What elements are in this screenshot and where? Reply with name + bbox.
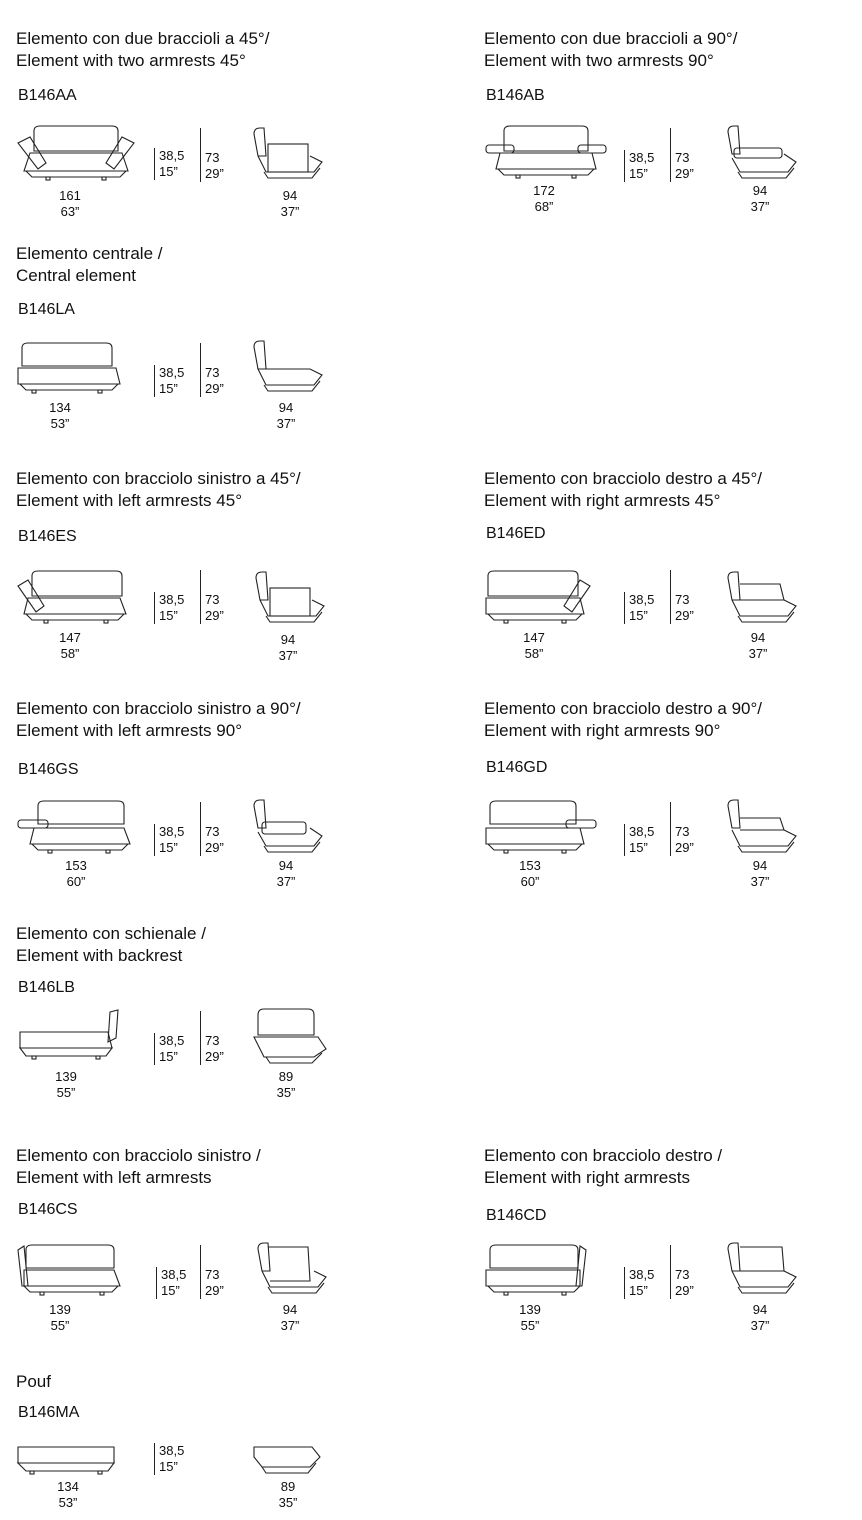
width-dimension: 139 55”: [55, 1069, 77, 1100]
element-title: Elemento con schienale / Element with backrest: [16, 924, 206, 965]
element-title: Elemento con bracciolo sinistro a 90°/ Element with left armrests 90°: [16, 699, 301, 740]
depth-dimension: 94 37”: [748, 630, 768, 661]
element-title: Elemento con due braccioli a 90°/ Element with two armrests 90°: [484, 29, 738, 70]
side-view-drawing: [252, 1007, 332, 1067]
width-dimension: 147 58”: [523, 630, 545, 661]
front-view-drawing: [16, 798, 146, 858]
product-code: B146LA: [18, 301, 75, 318]
width-dimension: 153 60”: [519, 858, 541, 889]
element-title: Elemento con bracciolo destro a 90°/ Element with right armrests 90°: [484, 699, 763, 740]
front-view-drawing: [484, 123, 614, 183]
width-dimension: 161 63”: [59, 188, 81, 219]
overall-height: 73 29”: [200, 343, 224, 397]
element-card: [484, 28, 862, 228]
element-title: Elemento con bracciolo sinistro / Element with left armrests: [16, 1146, 261, 1187]
overall-height: 73 29”: [670, 570, 694, 624]
front-view-drawing: [16, 1008, 146, 1068]
overall-height: 73 29”: [200, 1011, 224, 1065]
seat-height: 38,5 15”: [154, 592, 184, 624]
width-dimension: 139 55”: [49, 1302, 71, 1333]
element-card: [16, 243, 416, 443]
overall-height: 73 29”: [200, 128, 224, 182]
width-dimension: 139 55”: [519, 1302, 541, 1333]
seat-height: 38,5 15”: [154, 148, 184, 180]
seat-height: 38,5 15”: [624, 592, 654, 624]
overall-height: 73 29”: [670, 802, 694, 856]
depth-dimension: 94 37”: [276, 400, 296, 431]
product-code: B146GD: [486, 759, 548, 776]
seat-height: 38,5 15”: [154, 1033, 184, 1065]
front-view-drawing: [484, 568, 614, 628]
element-title: Pouf: [16, 1372, 51, 1391]
product-code: B146LB: [18, 979, 75, 996]
element-card: [484, 698, 862, 898]
element-card: [16, 923, 416, 1123]
product-code: B146GS: [18, 761, 79, 778]
element-card: [484, 468, 862, 668]
seat-height: 38,5 15”: [156, 1267, 186, 1299]
width-dimension: 134 53”: [49, 400, 71, 431]
depth-dimension: 94 37”: [750, 183, 770, 214]
element-title: Elemento con bracciolo destro / Element with right armrests: [484, 1146, 723, 1187]
depth-dimension: 94 37”: [280, 1302, 300, 1333]
product-code: B146AA: [18, 87, 77, 104]
overall-height: 73 29”: [200, 570, 224, 624]
side-view-drawing: [724, 124, 804, 184]
product-code: B146AB: [486, 87, 545, 104]
element-card: [16, 698, 416, 898]
depth-dimension: 94 37”: [750, 1302, 770, 1333]
seat-height: 38,5 15”: [154, 1443, 184, 1475]
element-title: Elemento con due braccioli a 45°/ Element with two armrests 45°: [16, 29, 270, 70]
side-view-drawing: [250, 339, 330, 399]
seat-height: 38,5 15”: [624, 824, 654, 856]
width-dimension: 134 53”: [57, 1479, 79, 1510]
side-view-drawing: [252, 570, 332, 630]
seat-height: 38,5 15”: [624, 150, 654, 182]
depth-dimension: 89 35”: [276, 1069, 296, 1100]
side-view-drawing: [252, 1443, 332, 1483]
front-view-drawing: [16, 123, 146, 183]
depth-dimension: 94 37”: [750, 858, 770, 889]
product-code: B146ES: [18, 528, 77, 545]
seat-height: 38,5 15”: [154, 824, 184, 856]
side-view-drawing: [254, 1241, 334, 1301]
product-code: B146CS: [18, 1201, 78, 1218]
overall-height: 73 29”: [200, 802, 224, 856]
width-dimension: 147 58”: [59, 630, 81, 661]
seat-height: 38,5 15”: [624, 1267, 654, 1299]
side-view-drawing: [724, 798, 804, 858]
product-code: B146MA: [18, 1404, 80, 1421]
element-title: Elemento con bracciolo destro a 45°/ Element with right armrests 45°: [484, 469, 763, 510]
overall-height: 73 29”: [200, 1245, 224, 1299]
front-view-drawing: [484, 1242, 614, 1302]
front-view-drawing: [16, 340, 146, 400]
element-card: [16, 468, 416, 668]
side-view-drawing: [724, 570, 804, 630]
side-view-drawing: [250, 798, 330, 858]
product-code: B146CD: [486, 1207, 547, 1224]
element-card: [16, 1371, 416, 1516]
front-view-drawing: [16, 1443, 146, 1483]
element-title: Elemento centrale / Central element: [16, 244, 163, 285]
width-dimension: 172 68”: [533, 183, 555, 214]
width-dimension: 153 60”: [65, 858, 87, 889]
element-card: [16, 1145, 416, 1345]
overall-height: 73 29”: [670, 128, 694, 182]
product-code: B146ED: [486, 525, 546, 542]
front-view-drawing: [16, 568, 146, 628]
depth-dimension: 89 35”: [278, 1479, 298, 1510]
seat-height: 38,5 15”: [154, 365, 184, 397]
side-view-drawing: [250, 126, 330, 186]
front-view-drawing: [16, 1242, 146, 1302]
overall-height: 73 29”: [670, 1245, 694, 1299]
depth-dimension: 94 37”: [278, 632, 298, 663]
side-view-drawing: [724, 1241, 804, 1301]
depth-dimension: 94 37”: [276, 858, 296, 889]
depth-dimension: 94 37”: [280, 188, 300, 219]
element-card: [484, 1145, 862, 1345]
front-view-drawing: [484, 798, 614, 858]
element-title: Elemento con bracciolo sinistro a 45°/ Element with left armrests 45°: [16, 469, 301, 510]
element-card: [16, 28, 416, 228]
